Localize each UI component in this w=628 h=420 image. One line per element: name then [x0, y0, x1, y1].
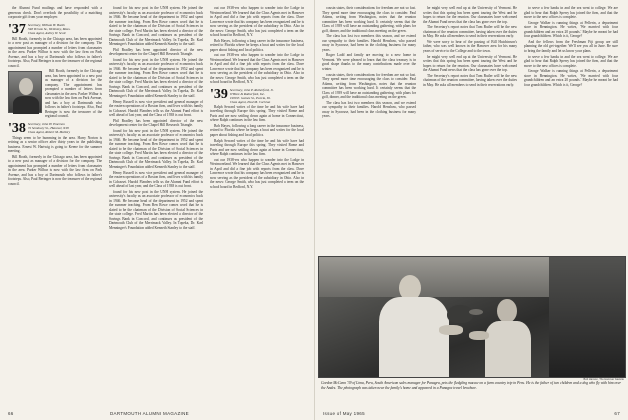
left-column-3: [210, 6, 304, 190]
body-paragraph: Ralph Seward writes of the time he and his wife have had traveling through Europe this spring. They visited Rome and Paris and are now settling down again at home in Connecticut, where Ralph continues in the law firm.: [210, 104, 304, 123]
body-paragraph: found for his new post in the UNH system. He joined the university's faculty as an associate professor of economics back in 1946. He became head of the department in 1952 and spent the summer teaching. From Ben Rowe comes word that he is slated to be the chairman of the Division of Social Sciences in the state college. Fred Martin has been elected a director of the Savings Bank in Concord, and continues as president of the Dartmouth Club of the Merrimack Valley. In Topeka, Dr. Karl Menninger's Foundation added Kenneth Stanley to the staff.: [109, 189, 203, 230]
body-paragraph: found for his new post in the UNH system. He joined the university's faculty as an associate professor of economics back in 1946. He became head of the department in 1952 and spent the summer teaching. From Ben Rowe comes word that he is slated to be the chairman of the Division of Social Sciences in the state college. Fred Martin has been elected a director of the Savings Bank in Concord, and continues as president of the Dartmouth Club of the Merrimack Valley. In Topeka, Dr. Karl Menninger's Foundation added Kenneth Stanley to the staff.: [109, 6, 203, 46]
body-paragraph: We were sorry to hear of the passing of Bill Hutchinson's father, who was well known in the Hanover area for his many years of service to the College and to the town.: [423, 39, 517, 53]
page-number: 66: [8, 411, 14, 416]
class-agent-line: Class Agent, Paul M. Cochran: [229, 100, 271, 105]
body-paragraph: out our 1938-ers who happen to wander into the Lodge in Westmoreland. We learned that the Class Agents met in Hanover in April and did a fine job with reports from the class. Dave Lawrence wrote that his company has been reorganized and he is now serving as the president of the subsidiary in Ohio. Also in the news: George Smith, who has just completed a term on the school board in Bedford, N.Y.: [210, 157, 304, 189]
body-paragraph: found for his new post in the UNH system. He joined the university's faculty as an associate professor of economics back in 1946. He became head of the department in 1952 and spent the summer teaching. From Ben Rowe comes word that he is slated to be the chairman of the Division of Social Sciences in the state college. Fred Martin has been elected a director of the Savings Bank in Concord, and continues as president of the Dartmouth Club of the Merrimack Valley. In Topeka, Dr. Karl Menninger's Foundation added Kenneth Stanley to the staff.: [109, 128, 203, 169]
right-column-1: [322, 6, 416, 254]
issue-footer: Issue of May 1965: [323, 411, 365, 416]
body-paragraph: The class has lost two members this season, and we extend our sympathy to their families. Harold Henshaw, who passed away in Syracuse, had been in the clothing business for many years.: [322, 100, 416, 119]
body-paragraph: Ralph Seward writes of the time he and his wife have had traveling through Europe this spring. They visited Rome and Paris and are now settling down again at home in Connecticut, where Ralph continues in the law firm.: [210, 138, 304, 157]
body-paragraph: The class has lost two members this season, and we extend our sympathy to their families. Harold Henshaw, who passed away in Syracuse, had been in the clothing business for many years.: [322, 34, 416, 52]
body-paragraph: to serve a few banks in and the sea went to college. We are glad to hear that Ralph Sperry has joined the firm, and that the move to the new offices is complete.: [524, 54, 618, 68]
body-paragraph: Bill Booth, formerly in the Chicago area, has been appointed to a new post as manager of a division for the company. The appointment has prompted a number of letters from classmates in the area. Parker Wilbur is now with the law firm on Park Avenue, and has a boy at Dartmouth who follows in father's footsteps. Also, Paul Beringer is now the treasurer of the regional council.: [45, 69, 102, 119]
class-agent-line: Class Agent, Ashley W. Scott: [27, 30, 66, 35]
body-paragraph: And the fellows from the Freshman Fiji group are still planning the old get-together. We'll see you all in June. Be sure to bring the family and let us know your plans.: [524, 39, 618, 53]
right-column-3: [524, 6, 618, 254]
photo-credit: Bob Hanson, The Hanover Gazette: [583, 378, 624, 381]
address-line-2: 1900 E. Gaines St., Peoria, Ill.: [229, 96, 271, 101]
page-number: 67: [614, 411, 620, 416]
body-paragraph: Things seem to be humming in the area. Harry Norton is retiring as a senior officer after thirty years in the publishing business. Ernest W. Hartwig is going to Keene for the summer meeting.: [8, 135, 102, 154]
class-agent-line: Class Agent, Robert M. Mallory: [27, 130, 71, 135]
body-paragraph: found for his new post in the UNH system. He joined the university's faculty as an associate professor of economics back in 1946. He became head of the department in 1952 and spent the summer teaching. From Ben Rowe comes word that he is slated to be the chairman of the Division of Social Sciences in the state college. Fred Martin has been elected a director of the Savings Bank in Concord, and continues as president of the Dartmouth Club of the Merrimack Valley. In Topeka, Dr. Karl Menninger's Foundation added Kenneth Stanley to the staff.: [109, 57, 203, 98]
body-paragraph: Henry Russell is now vice president and general manager of the eastern operations of a Boston firm, and lives with his family in Cohasset. Harold Flanders tells us the Alumni Fund effort is well ahead of last year, and the Class of 1938 is out front.: [109, 99, 203, 118]
body-paragraph: Phil Bradley has been appointed director of the new development center for the Chapel Hill Research Triangle.: [109, 118, 203, 128]
magazine-footer: DARTMOUTH ALUMNI MAGAZINE: [110, 411, 189, 416]
right-page: [314, 0, 628, 420]
secretary-line: Secretary, William H. Booth: [27, 22, 65, 27]
body-paragraph: Bill Booth, formerly in the Chicago area, has been appointed to a new post as manager of a division for the company. The appointment has prompted a number of letters from classmates in the area. Parker Wilbur is now with the law firm on Park Avenue, and has a boy at Dartmouth who follows in father's footsteps. Also, Paul Beringer is now the treasurer of the regional council.: [8, 36, 102, 68]
left-column-2: [109, 6, 203, 232]
section-1939: [210, 88, 304, 105]
class-year-heading: '37: [8, 21, 26, 37]
address-line: 72 Seminary St., Hanover, N.H.: [27, 125, 70, 130]
section-1938: [8, 122, 102, 136]
body-paragraph: The Secretary's report notes that Tom Butler will be the new chairman of the reunion committee, having taken over the duties in May. He asks all members to send in their reservations early.: [423, 25, 517, 39]
body-paragraph: out our 1938-ers who happen to wander into the Lodge in Westmoreland. We learned that the Class Agents met in Hanover in April and did a fine job with reports from the class. Dave Lawrence wrote that his company has been reorganized and he is now serving as the president of the subsidiary in Ohio. Also in the news: George Smith, who has just completed a term on the school board in Bedford, N.Y.: [210, 6, 304, 37]
intro-paragraph: the Alumni Fund mailings and have responded with a generous check. Don't overlook the possibility of a matching corporate gift from your employer.: [8, 6, 102, 19]
class-year-heading: '38: [8, 120, 26, 136]
body-paragraph: Bob Hayes, following a long career in the insurance business, retired to Florida where he keeps a boat and writes for the local paper about fishing and local politics.: [210, 38, 304, 52]
body-paragraph: he might very well end up at the University of Vermont. He writes that this spring has been spent touring the West and he hopes to return for the reunion. Our classmates have welcomed the Alumni Fund news that the class has gone over the top.: [423, 54, 517, 73]
left-column-1: [8, 6, 102, 188]
address-line: 348 Vernon St., Wellesley, Mass.: [27, 26, 71, 31]
photo-caption: Gordon McCann '39 of Lima, Peru, South American sales manager for Panagra, pets the fledgling macaw on a farm country trip in Peru. He is the father of two children and a dog who fly with him over the Andes. The photograph was taken near the family's home and appeared in a Panagra travel brochure.: [321, 381, 621, 390]
body-paragraph: cousin states, their considerations for freedom are not so fast. They spend more time encouraging the class to consider. Paul Adams, writing from Washington, notes that the reunion committee has been working hard. It certainly seems that the Class of 1939 will have an outstanding gathering, with plans for golf, dinner, and the traditional class meeting on the green.: [322, 72, 416, 100]
body-paragraph: The Secretary's report notes that Tom Butler will be the new chairman of the reunion committee, having taken over the duties in May. He asks all members to send in their reservations early.: [423, 73, 517, 87]
address-line: O'Hare & Rutherford, Inc.: [229, 92, 265, 97]
section-1937: [8, 23, 102, 37]
body-paragraph: Henry Russell is now vice president and general manager of the eastern operations of a Boston firm, and lives with his family in Cohasset. Harold Flanders tells us the Alumni Fund effort is well ahead of last year, and the Class of 1938 is out front.: [109, 170, 203, 189]
right-column-2: [423, 6, 517, 254]
body-paragraph: to serve a few banks in and the sea went to college. We are glad to hear that Ralph Sperry has joined the firm, and that the move to the new offices is complete.: [524, 6, 618, 19]
body-paragraph: George Walker is running things at Pellerin, a department store in Bennington. He writes, 'We married with four grandchildren and an extra 20 pounds.' Maybe he meant he had four grandchildren. Which is it, George?: [524, 69, 618, 87]
portrait-photo: [8, 71, 42, 113]
feature-photo: [318, 256, 626, 378]
body-paragraph: Bob Hayes, following a long career in the insurance business, retired to Florida where he keeps a boat and writes for the local paper about fishing and local politics.: [210, 123, 304, 137]
class-year-heading: '39: [210, 86, 228, 102]
body-paragraph: Bill Booth, formerly in the Chicago area, has been appointed to a new post as manager of a division for the company. The appointment has prompted a number of letters from classmates in the area. Parker Wilbur is now with the law firm on Park Avenue, and has a boy at Dartmouth who follows in father's footsteps. Also, Paul Beringer is now the treasurer of the regional council.: [8, 154, 102, 186]
body-paragraph: he might very well end up at the University of Vermont. He writes that this spring has been spent touring the West and he hopes to return for the reunion. Our classmates have welcomed the Alumni Fund news that the class has gone over the top.: [423, 6, 517, 24]
body-paragraph: cousin states, their considerations for freedom are not so fast. They spend more time encouraging the class to consider. Paul Adams, writing from Washington, notes that the reunion committee has been working hard. It certainly seems that the Class of 1939 will have an outstanding gathering, with plans for golf, dinner, and the traditional class meeting on the green.: [322, 6, 416, 33]
secretary-line: Secretary, John P. Rutherford, Jr.: [229, 87, 274, 92]
body-paragraph: Phil Bradley has been appointed director of the new development center for the Chapel Hill Research Triangle.: [109, 47, 203, 57]
body-paragraph: George Walker is running things at Pellerin, a department store in Bennington. He writes, 'We married with four grandchildren and an extra 20 pounds.' Maybe he meant he had four grandchildren. Which is it, George?: [524, 20, 618, 39]
secretary-line: Secretary, John H. Emerson: [27, 121, 65, 126]
body-paragraph: out our 1938-ers who happen to wander into the Lodge in Westmoreland. We learned that the Class Agents met in Hanover in April and did a fine job with reports from the class. Dave Lawrence wrote that his company has been reorganized and he is now serving as the president of the subsidiary in Ohio. Also in the news: George Smith, who has just completed a term on the school board in Bedford, N.Y.: [210, 53, 304, 85]
body-paragraph: Roger Ladd and family are moving to a new home in Vermont. We were pleased to learn that the class treasury is in good shape thanks to the many contributions made over the winter.: [322, 53, 416, 71]
